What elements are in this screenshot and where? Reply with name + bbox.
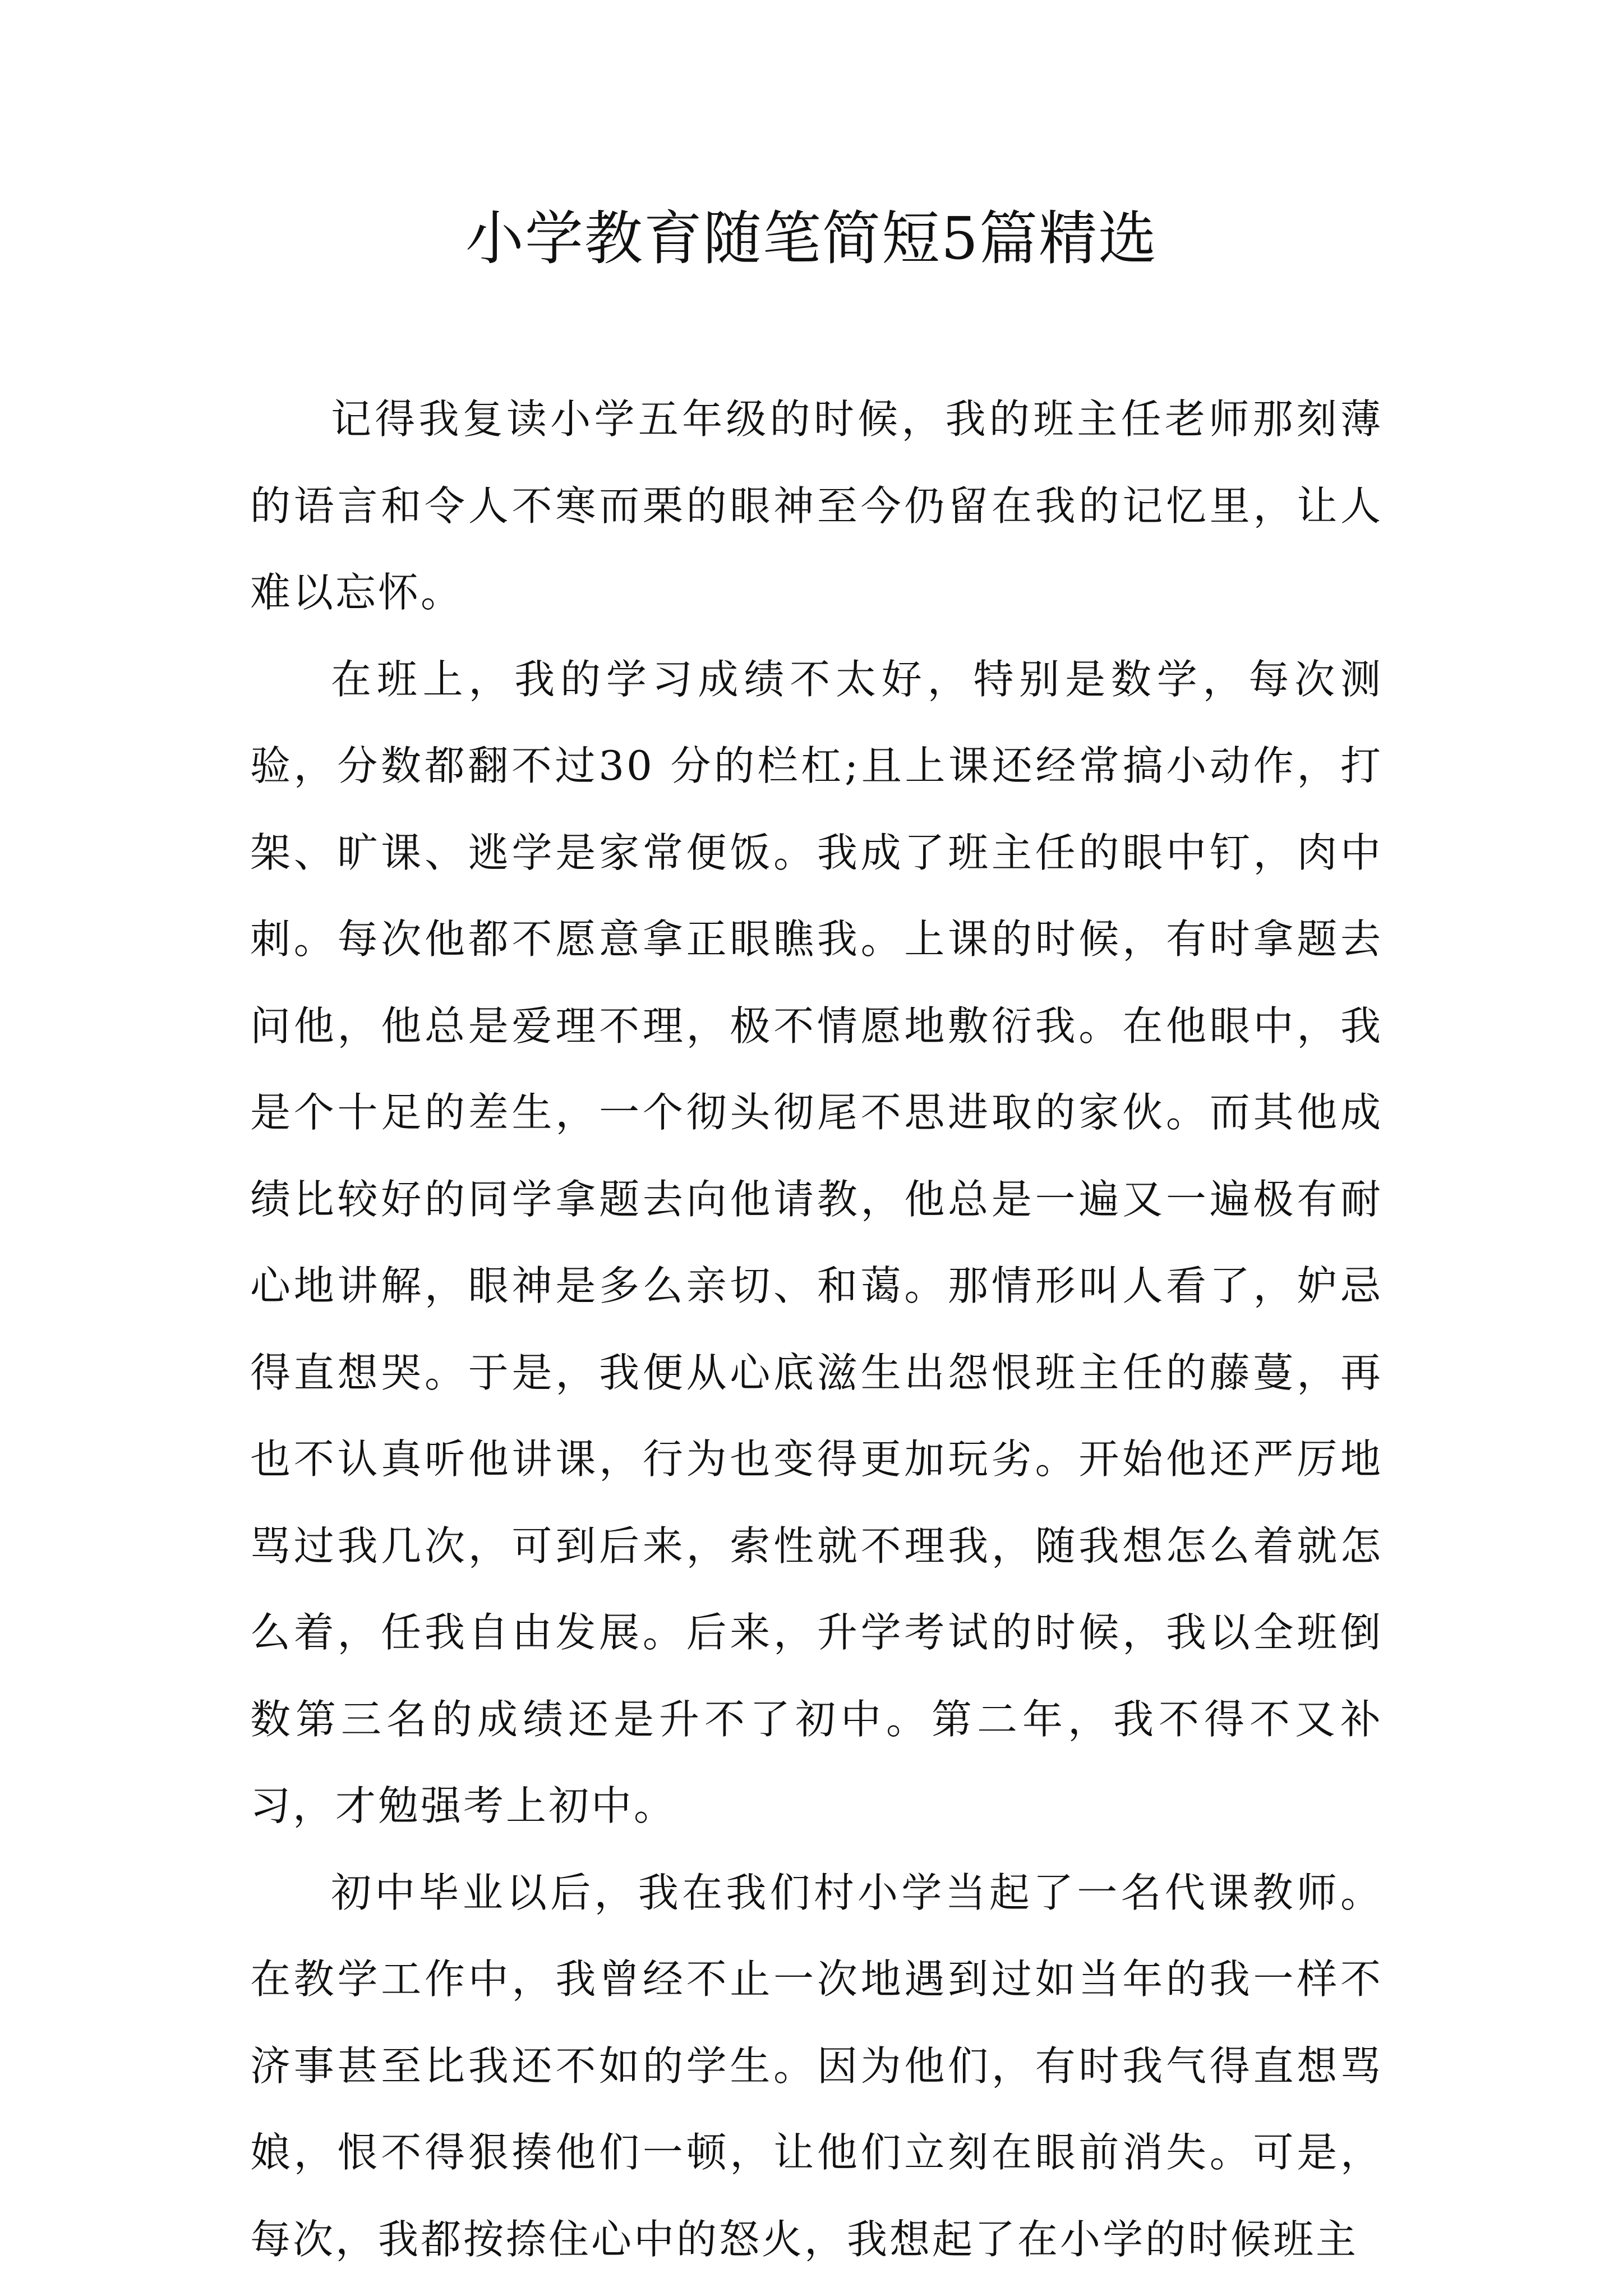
paragraph-3: 初中毕业以后，我在我们村小学当起了一名代课教师。在教学工作中，我曾经不止一次地遇到过如当年的我一样不济事甚至比我还不如的学生。因为他们，有时我气得直想骂娘，恨不得狠揍他们一顿，让他们立刻在眼前消失。可是，每次，我都按捺住心中的怒火，我想起了在小学的时候班主 [250,1869,1383,2263]
paragraph-1: 记得我复读小学五年级的时候，我的班主任老师那刻薄的语言和令人不寒而栗的眼神至今仍留在我的记忆里，让人难以忘怀。 [250,395,1383,616]
document-body [250,376,1383,2283]
paragraph-2: 在班上，我的学习成绩不太好，特别是数学，每次测验，分数都翻不过30 分的栏杠;且上课还经常搞小动作，打架、旷课、逃学是家常便饭。我成了班主任的眼中钉，肉中刺。每次他都不愿意拿正眼瞧我。上课的时候，有时拿题去问他，他总是爱理不理，极不情愿地敷衍我。在他眼中，我是个十足的差生，一个彻头彻尾不思进取的家伙。而其他成绩比较好的同学拿题去向他请教，他总是一遍又一遍极有耐心地讲解，眼神是多么亲切、和蔼。那情形叫人看了，妒忌得直想哭。于是，我便从心底滋生出怨恨班主任的藤蔓，再也不认真听他讲课，行为也变得更加玩劣。开始他还严厉地骂过我几次，可到后来，索性就不理我，随我想怎么着就怎么着，任我自由发展。后来，升学考试的时候，我以全班倒数第三名的成绩还是升不了初中。第二年，我不得不又补习，才勉强考上初中。 [250,655,1383,1829]
document-title: 小学教育随笔简短5篇精选 [465,204,1158,273]
